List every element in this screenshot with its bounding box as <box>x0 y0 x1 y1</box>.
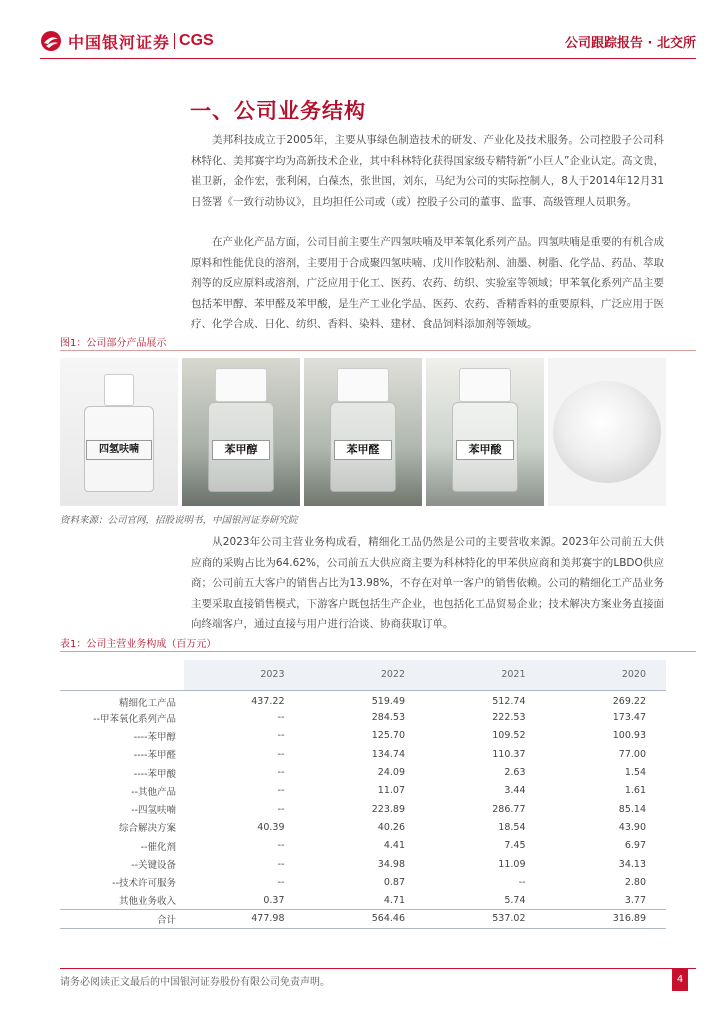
table-cell: -- <box>277 730 285 742</box>
table-cell: 1.54 <box>624 767 646 779</box>
table-cell: 564.46 <box>305 910 426 928</box>
table-cell: -- <box>277 767 285 779</box>
row-label: ----苯甲酸 <box>133 768 176 780</box>
table-cell: 11.07 <box>377 785 405 797</box>
table-cell: 5.74 <box>504 894 526 906</box>
table-cell: 40.26 <box>377 821 405 833</box>
figure-caption-divider <box>60 350 696 351</box>
table-cell: 125.70 <box>371 730 405 742</box>
paragraph-business-structure: 从2023年公司主营业务构成看，精细化工品仍然是公司的主要营收来源。2023年公司前五大供应商的采购占比为64.62%，公司前五大供应商主要为科林特化的甲苯供应商和美邦赛宇的LBDO供应商；公司前五大客户的销售占比为13.98%，不存在对单一客户的销售依赖。公司的精细化工产品业务主要采取直接销售模式，下游客户既包括生产企业，也包括化工品贸易企业；技术解决方案业务直接面向终端客户，通过直接与用户进行洽谈、协商获取订单。 <box>191 536 664 631</box>
figure-source: 资料来源：公司官网，招股说明书，中国银河证券研究院 <box>60 515 298 526</box>
section-title: 一、公司业务结构 <box>190 99 366 123</box>
revenue-table <box>60 660 666 929</box>
table-row <box>60 873 666 891</box>
row-label: --关键设备 <box>131 860 176 872</box>
cgs-logo <box>40 28 214 54</box>
row-label: ----苯甲醇 <box>133 731 176 743</box>
table-caption: 表1：公司主营业务构成（百万元） <box>60 639 217 650</box>
table-cell: 4.71 <box>383 894 405 906</box>
row-label: --甲苯氧化系列产品 <box>93 713 176 725</box>
row-label: ----苯甲醛 <box>133 750 176 762</box>
table-cell: -- <box>277 840 285 852</box>
table-row <box>60 800 666 818</box>
bottle-cap <box>215 368 267 402</box>
table-cell: 223.89 <box>371 803 405 815</box>
table-header-cell: 2022 <box>305 660 426 690</box>
table-cell: 477.98 <box>184 910 305 928</box>
product-label: 苯甲醛 <box>334 440 392 460</box>
table-cell: -- <box>277 748 285 760</box>
table-cell: 284.53 <box>371 712 405 724</box>
table-cell: 109.52 <box>492 730 526 742</box>
table-cell: 40.39 <box>257 821 285 833</box>
table-cell: 3.77 <box>624 894 646 906</box>
product-photo-benzyl-alcohol <box>182 358 300 506</box>
row-label: 综合解决方案 <box>118 823 176 835</box>
row-label: 其他业务收入 <box>118 896 176 908</box>
table-cell: 110.37 <box>492 748 526 760</box>
table-cell: -- <box>277 712 285 724</box>
table-cell: -- <box>277 858 285 870</box>
table-header-cell: 2020 <box>546 660 667 690</box>
logo-en-text: CGS <box>179 32 214 49</box>
table-cell: 2.80 <box>624 876 646 888</box>
table-row <box>60 782 666 800</box>
product-photo-thf <box>60 358 178 506</box>
table-cell: 11.09 <box>498 858 526 870</box>
table-cell: -- <box>277 803 285 815</box>
table-cell: 77.00 <box>618 748 646 760</box>
footer-disclaimer: 请务必阅读正文最后的中国银河证券股份有限公司免责声明。 <box>60 977 330 988</box>
page-number: 4 <box>672 969 688 991</box>
bottle-cap <box>459 368 511 402</box>
bottle-cap <box>104 374 134 406</box>
logo-cn-text: 中国银河证券 <box>68 32 171 52</box>
page-header <box>0 0 724 62</box>
table-cell: 316.89 <box>546 910 667 928</box>
row-label: --技术许可服务 <box>112 878 176 890</box>
table-cell: 85.14 <box>618 803 646 815</box>
table-row-total <box>60 910 666 928</box>
row-label: --四氢呋喃 <box>131 805 176 817</box>
paragraph-products: 在产业化产品方面，公司目前主要生产四氢呋喃及甲苯氧化系列产品。四氢呋喃是重要的有机合成原料和性能优良的溶剂，主要用于合成聚四氢呋喃、戊川作胶粘剂、油墨、树脂、化学品、药品、萃取剂等的反应原料或溶剂，广泛应用于化工、医药、农药、纺织、实验室等领域；甲苯氧化系列产品主要包括苯甲醇、苯甲醛及苯甲酸，是生产工业化学品、医药、农药、香精香料的重要原料，广泛应用于医疗、化学合成、日化、纺织、香料、染料、建材、食品饲料添加剂等领域。 <box>191 236 664 331</box>
table-cell: 43.90 <box>618 821 646 833</box>
table-cell: 0.37 <box>263 894 285 906</box>
figure-caption: 图1：公司部分产品展示 <box>60 338 167 349</box>
table-cell: 0.87 <box>383 876 405 888</box>
row-label: 合计 <box>60 910 184 928</box>
table-cell: 173.47 <box>612 712 646 724</box>
table-cell: -- <box>277 785 285 797</box>
table-cell: -- <box>518 876 526 888</box>
product-label: 苯甲酸 <box>456 440 514 460</box>
table-row <box>60 837 666 855</box>
product-label: 四氢呋喃 <box>86 440 152 460</box>
product-photo-benzaldehyde <box>304 358 422 506</box>
table-cell: 512.74 <box>492 696 526 707</box>
table-cell: 269.22 <box>612 696 646 707</box>
table-cell: 519.49 <box>371 696 405 707</box>
table-header-row <box>60 660 666 690</box>
product-photo-benzoic-acid <box>426 358 544 506</box>
table-row <box>60 818 666 836</box>
table-header-cell: 2023 <box>184 660 305 690</box>
galaxy-logo-icon <box>40 30 62 52</box>
powder-pile <box>553 381 661 483</box>
table-cell: 6.97 <box>624 840 646 852</box>
table-row <box>60 763 666 781</box>
table-cell: 34.98 <box>377 858 405 870</box>
table-cell: 34.13 <box>618 858 646 870</box>
table-caption-divider <box>60 651 696 652</box>
row-label: --其他产品 <box>131 786 176 798</box>
table-cell: 286.77 <box>492 803 526 815</box>
table-row <box>60 891 666 909</box>
table-cell: 3.44 <box>504 785 526 797</box>
table-cell: 537.02 <box>425 910 546 928</box>
table-cell: 222.53 <box>492 712 526 724</box>
table-cell: 7.45 <box>504 840 526 852</box>
table-cell: -- <box>277 876 285 888</box>
table-row <box>60 855 666 873</box>
product-label: 苯甲醇 <box>212 440 270 460</box>
product-photo-powder <box>548 358 666 506</box>
table-header-cell: 2021 <box>425 660 546 690</box>
table-row <box>60 727 666 745</box>
table-cell: 437.22 <box>251 696 285 707</box>
table-row <box>60 690 666 709</box>
report-type: 公司跟踪报告 · 北交所 <box>565 36 696 51</box>
header-divider <box>40 58 696 59</box>
table-cell: 1.61 <box>624 785 646 797</box>
table-row <box>60 745 666 763</box>
table-cell: 4.41 <box>383 840 405 852</box>
row-label: --催化剂 <box>140 841 176 853</box>
table-cell: 2.63 <box>504 767 526 779</box>
footer-divider <box>60 968 696 969</box>
paragraph-company-intro: 美邦科技成立于2005年，主要从事绿色制造技术的研发、产业化及技术服务。公司控股子公司科林特化、美邦赛宇均为高新技术企业，其中科林特化获得国家级专精特新“小巨人”企业认定。高文贵，崔卫新，金作宏，张利闲，白葆杰，张世国，刘东，马纪为公司的实际控制人，8人于2014年12月31日签署《一致行动协议》，且均担任公司或（或）控股子公司的董事、监事、高级管理人员职务。 <box>191 134 664 208</box>
row-label: 精细化工产品 <box>118 697 176 709</box>
table-cell: 24.09 <box>377 767 405 779</box>
table-cell: 100.93 <box>612 730 646 742</box>
logo-divider <box>174 33 175 49</box>
table-header-cell <box>60 660 184 690</box>
table-row <box>60 709 666 727</box>
table-cell: 134.74 <box>371 748 405 760</box>
product-photos <box>60 358 666 506</box>
bottle-cap <box>337 368 389 402</box>
table-cell: 18.54 <box>498 821 526 833</box>
